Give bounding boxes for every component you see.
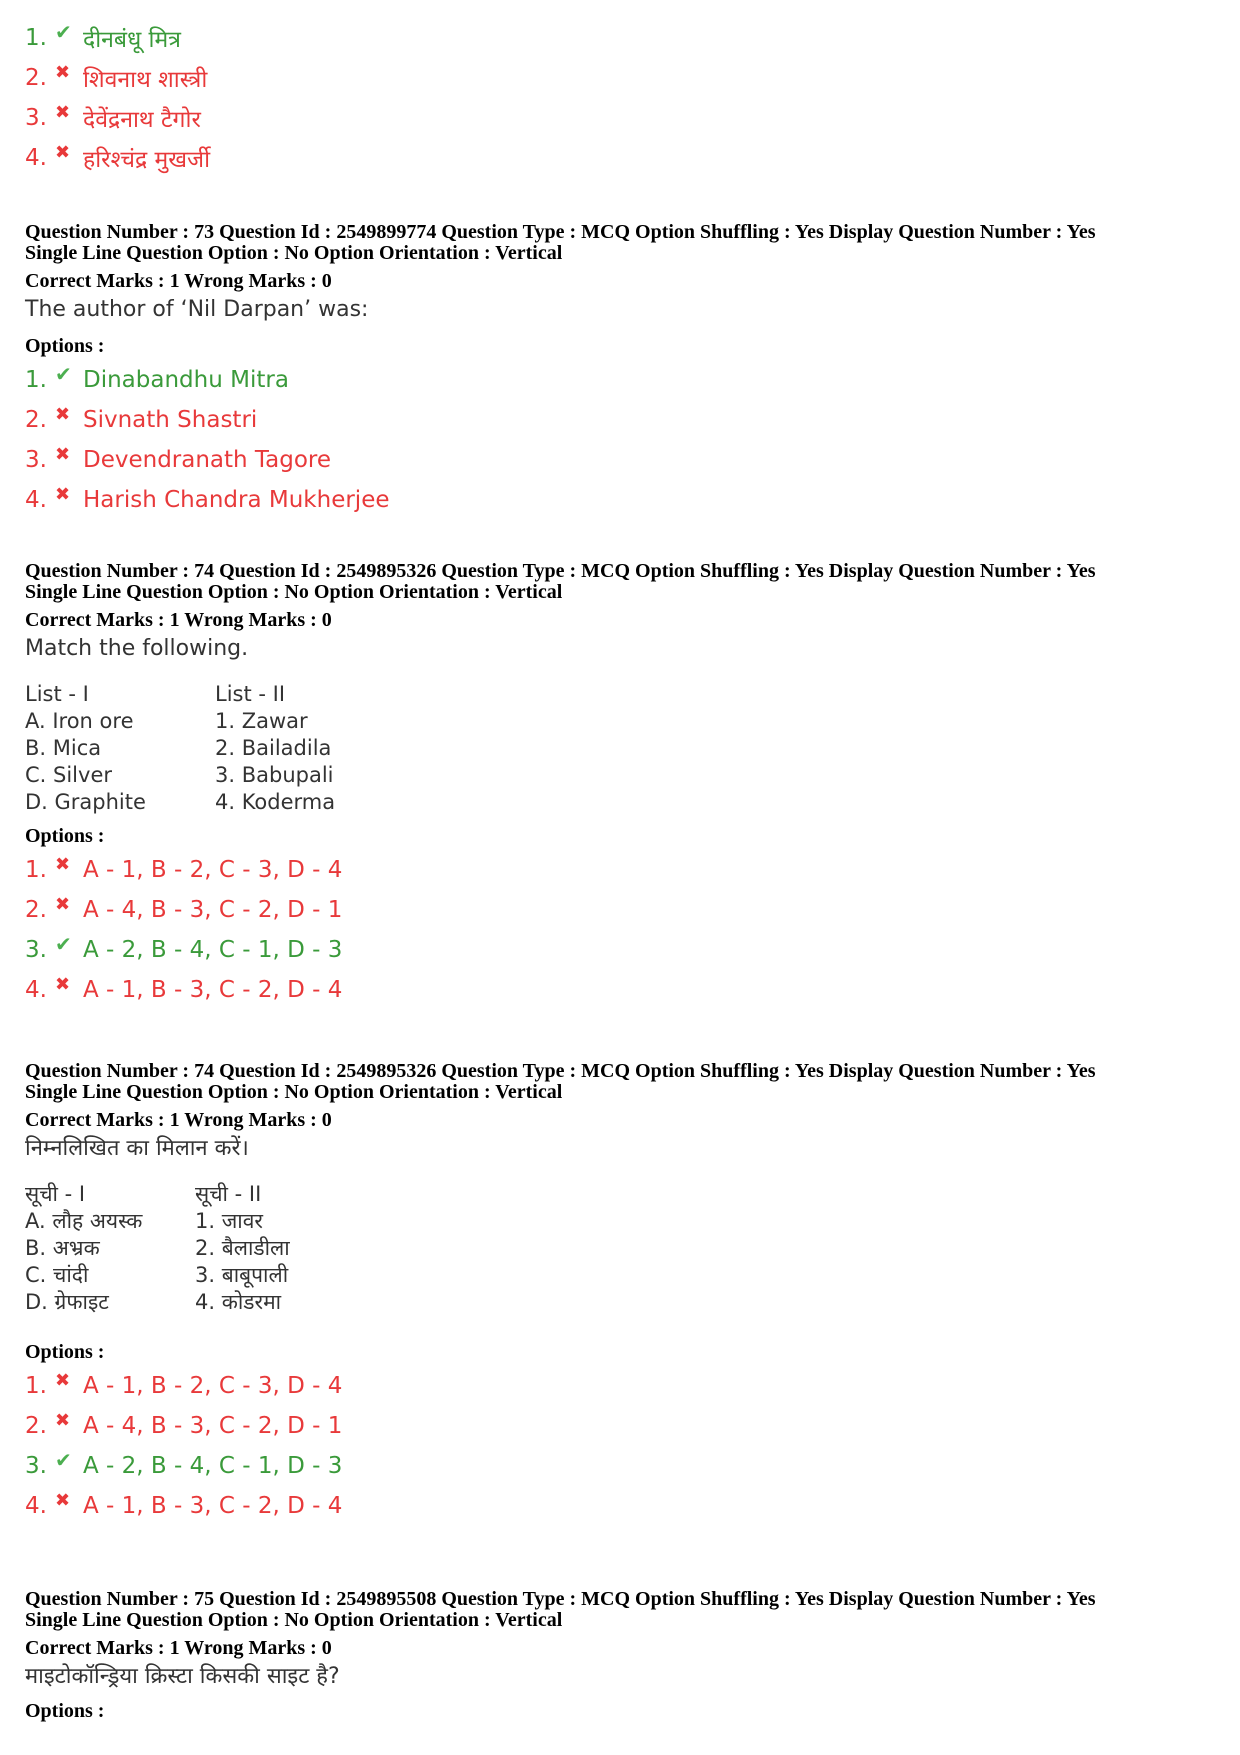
option-4: 4. ✖ A - 1, B - 3, C - 2, D - 4 (25, 973, 343, 1003)
top-options (25, 18, 1215, 178)
cross-icon: ✖ (55, 483, 71, 505)
cross-icon: ✖ (55, 101, 71, 123)
option-1: 1. ✖ A - 1, B - 2, C - 3, D - 4 (25, 853, 343, 883)
match-row: B. अभ्रक 2. बैलाडीला (25, 1236, 290, 1260)
option-4: 4. ✖ Harish Chandra Mukherjee (25, 483, 390, 513)
option-2: 2. ✖ A - 4, B - 3, C - 2, D - 1 (25, 893, 343, 923)
question-74-hindi (25, 1061, 1215, 1526)
cross-icon: ✖ (55, 141, 71, 163)
cross-icon: ✖ (55, 443, 71, 465)
question-text: माइटोकॉन्ड्रिया क्रिस्टा किसकी साइट है? (25, 1664, 340, 1689)
option-1: 1. ✔ दीनबंधू मित्र (25, 20, 181, 53)
option-2: 2. ✖ A - 4, B - 3, C - 2, D - 1 (25, 1409, 343, 1439)
options-label: Options : (25, 825, 105, 847)
option-3: 3. ✔ A - 2, B - 4, C - 1, D - 3 (25, 1448, 343, 1479)
question-74-english (25, 561, 1215, 1010)
check-icon: ✔ (55, 362, 72, 386)
question-75 (25, 1589, 1215, 1725)
option-4: 4. ✖ हरिश्चंद्र मुखर्जी (25, 141, 211, 173)
option-1: 1. ✔ Dinabandhu Mitra (25, 362, 289, 393)
match-table (25, 681, 1215, 816)
check-icon: ✔ (55, 1448, 72, 1472)
question-text: The author of ‘Nil Darpan’ was: (25, 297, 369, 322)
question-meta: Question Number : 74 Question Id : 2549895326 Question Type : MCQ Option Shuffling : Yes Display Question Number : Yes Single Line Question Option : No Option Orientation : Vertical (25, 1060, 1096, 1103)
cross-icon: ✖ (55, 61, 71, 83)
options-label: Options : (25, 1341, 105, 1363)
options-label: Options : (25, 1700, 105, 1722)
option-3: 3. ✖ Devendranath Tagore (25, 443, 332, 473)
cross-icon: ✖ (55, 853, 71, 875)
options-label: Options : (25, 335, 105, 357)
option-4: 4. ✖ A - 1, B - 3, C - 2, D - 4 (25, 1489, 343, 1519)
marks-info: Correct Marks : 1 Wrong Marks : 0 (25, 1109, 332, 1131)
question-text: Match the following. (25, 636, 249, 661)
cross-icon: ✖ (55, 1489, 71, 1511)
match-header: सूची - I सूची - II (25, 1182, 262, 1206)
option-1: 1. ✖ A - 1, B - 2, C - 3, D - 4 (25, 1369, 343, 1399)
match-row: B. Mica 2. Bailadila (25, 736, 332, 760)
option-2: 2. ✖ शिवनाथ शास्त्री (25, 61, 208, 93)
option-3: 3. ✖ देवेंद्रनाथ टैगोर (25, 101, 201, 133)
match-row: C. Silver 3. Babupali (25, 763, 334, 787)
question-73 (25, 222, 1215, 520)
marks-info: Correct Marks : 1 Wrong Marks : 0 (25, 609, 332, 631)
match-table (25, 1181, 1215, 1316)
match-row: D. ग्रेफाइट 4. कोडरमा (25, 1290, 282, 1314)
question-meta: Question Number : 74 Question Id : 2549895326 Question Type : MCQ Option Shuffling : Yes Display Question Number : Yes Single Line Question Option : No Option Orientation : Vertical (25, 560, 1096, 603)
match-row: D. Graphite 4. Koderma (25, 790, 336, 814)
check-icon: ✔ (55, 932, 72, 956)
check-icon: ✔ (55, 20, 72, 44)
cross-icon: ✖ (55, 893, 71, 915)
cross-icon: ✖ (55, 403, 71, 425)
option-2: 2. ✖ Sivnath Shastri (25, 403, 258, 433)
cross-icon: ✖ (55, 1409, 71, 1431)
marks-info: Correct Marks : 1 Wrong Marks : 0 (25, 270, 332, 292)
marks-info: Correct Marks : 1 Wrong Marks : 0 (25, 1637, 332, 1659)
cross-icon: ✖ (55, 973, 71, 995)
match-row: A. लौह अयस्क 1. जावर (25, 1209, 263, 1233)
cross-icon: ✖ (55, 1369, 71, 1391)
question-text: निम्नलिखित का मिलान करें। (25, 1136, 249, 1161)
question-meta: Question Number : 75 Question Id : 2549895508 Question Type : MCQ Option Shuffling : Yes Display Question Number : Yes Single Line Question Option : No Option Orientation : Vertical (25, 1588, 1096, 1631)
question-meta: Question Number : 73 Question Id : 2549899774 Question Type : MCQ Option Shuffling : Yes Display Question Number : Yes Single Line Question Option : No Option Orientation : Vertical (25, 221, 1096, 264)
match-header: List - I List - II (25, 682, 286, 706)
match-row: A. Iron ore 1. Zawar (25, 709, 308, 733)
match-row: C. चांदी 3. बाबूपाली (25, 1263, 289, 1287)
option-3: 3. ✔ A - 2, B - 4, C - 1, D - 3 (25, 932, 343, 963)
